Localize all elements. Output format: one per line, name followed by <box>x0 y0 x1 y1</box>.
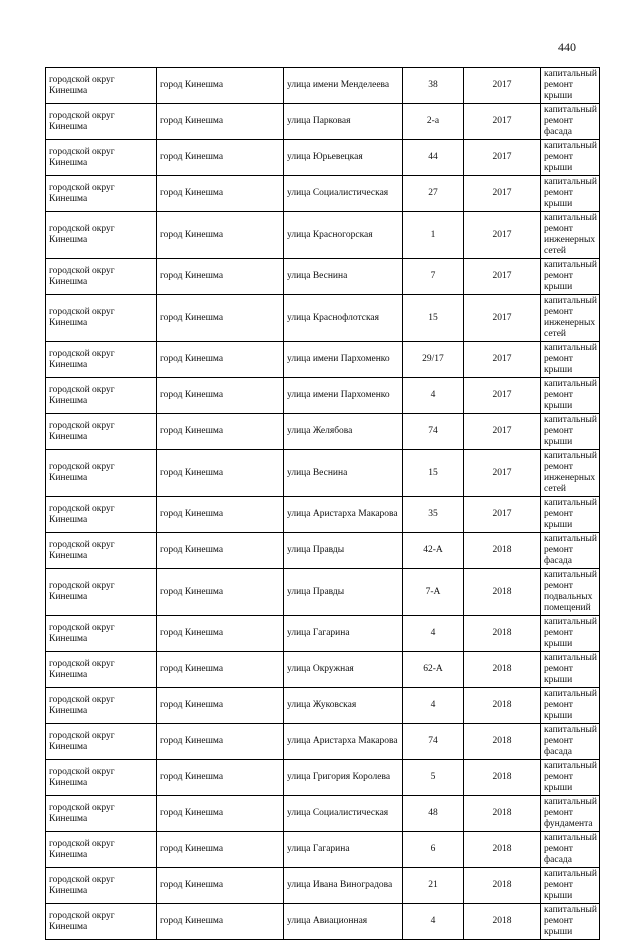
table-row <box>46 569 600 616</box>
street-cell: улица Ивана Виноградова <box>284 868 403 904</box>
city-cell: город Кинешма <box>157 497 284 533</box>
street-cell: улица Веснина <box>284 450 403 497</box>
work-type-cell: капитальный ремонт крыши <box>541 616 600 652</box>
city-cell: город Кинешма <box>157 832 284 868</box>
year-cell: 2018 <box>464 796 541 832</box>
city-cell: город Кинешма <box>157 688 284 724</box>
street-cell: улица имени Пархоменко <box>284 342 403 378</box>
house-number-cell: 7-А <box>403 569 464 616</box>
table-row <box>46 724 600 760</box>
house-number-cell: 15 <box>403 295 464 342</box>
work-type-cell: капитальный ремонт крыши <box>541 904 600 940</box>
year-cell: 2017 <box>464 378 541 414</box>
house-number-cell: 1 <box>403 212 464 259</box>
street-cell: улица Аристарха Макарова <box>284 724 403 760</box>
repair-schedule-table <box>45 67 600 940</box>
table-row <box>46 652 600 688</box>
municipality-cell: городской округ Кинешма <box>46 904 157 940</box>
work-type-cell: капитальный ремонт крыши <box>541 378 600 414</box>
city-cell: город Кинешма <box>157 414 284 450</box>
table-row <box>46 414 600 450</box>
work-type-cell: капитальный ремонт крыши <box>541 760 600 796</box>
house-number-cell: 74 <box>403 724 464 760</box>
year-cell: 2018 <box>464 616 541 652</box>
street-cell: улица Правды <box>284 569 403 616</box>
work-type-cell: капитальный ремонт инженерных сетей <box>541 212 600 259</box>
city-cell: город Кинешма <box>157 259 284 295</box>
house-number-cell: 4 <box>403 616 464 652</box>
year-cell: 2017 <box>464 259 541 295</box>
table-row <box>46 760 600 796</box>
city-cell: город Кинешма <box>157 724 284 760</box>
street-cell: улица Григория Королева <box>284 760 403 796</box>
municipality-cell: городской округ Кинешма <box>46 104 157 140</box>
table-row <box>46 616 600 652</box>
year-cell: 2018 <box>464 904 541 940</box>
year-cell: 2017 <box>464 176 541 212</box>
year-cell: 2018 <box>464 724 541 760</box>
municipality-cell: городской округ Кинешма <box>46 724 157 760</box>
house-number-cell: 42-А <box>403 533 464 569</box>
work-type-cell: капитальный ремонт крыши <box>541 259 600 295</box>
street-cell: улица Гагарина <box>284 832 403 868</box>
municipality-cell: городской округ Кинешма <box>46 616 157 652</box>
year-cell: 2017 <box>464 212 541 259</box>
table-row <box>46 342 600 378</box>
municipality-cell: городской округ Кинешма <box>46 342 157 378</box>
house-number-cell: 21 <box>403 868 464 904</box>
year-cell: 2018 <box>464 652 541 688</box>
table-row <box>46 832 600 868</box>
city-cell: город Кинешма <box>157 450 284 497</box>
work-type-cell: капитальный ремонт инженерных сетей <box>541 295 600 342</box>
table-row <box>46 533 600 569</box>
municipality-cell: городской округ Кинешма <box>46 688 157 724</box>
year-cell: 2017 <box>464 414 541 450</box>
year-cell: 2017 <box>464 342 541 378</box>
work-type-cell: капитальный ремонт крыши <box>541 342 600 378</box>
city-cell: город Кинешма <box>157 904 284 940</box>
house-number-cell: 4 <box>403 688 464 724</box>
year-cell: 2017 <box>464 104 541 140</box>
street-cell: улица Юрьевецкая <box>284 140 403 176</box>
work-type-cell: капитальный ремонт фасада <box>541 724 600 760</box>
city-cell: город Кинешма <box>157 176 284 212</box>
street-cell: улица Гагарина <box>284 616 403 652</box>
table-row <box>46 295 600 342</box>
table-row <box>46 378 600 414</box>
year-cell: 2018 <box>464 868 541 904</box>
municipality-cell: городской округ Кинешма <box>46 414 157 450</box>
city-cell: город Кинешма <box>157 295 284 342</box>
municipality-cell: городской округ Кинешма <box>46 176 157 212</box>
street-cell: улица Авиационная <box>284 904 403 940</box>
year-cell: 2017 <box>464 68 541 104</box>
street-cell: улица имени Менделеева <box>284 68 403 104</box>
table-row <box>46 104 600 140</box>
table-body <box>46 68 600 940</box>
municipality-cell: городской округ Кинешма <box>46 140 157 176</box>
year-cell: 2017 <box>464 295 541 342</box>
year-cell: 2018 <box>464 533 541 569</box>
year-cell: 2018 <box>464 832 541 868</box>
city-cell: город Кинешма <box>157 104 284 140</box>
house-number-cell: 74 <box>403 414 464 450</box>
city-cell: город Кинешма <box>157 652 284 688</box>
street-cell: улица Красногорская <box>284 212 403 259</box>
work-type-cell: капитальный ремонт фасада <box>541 832 600 868</box>
work-type-cell: капитальный ремонт фасада <box>541 533 600 569</box>
house-number-cell: 6 <box>403 832 464 868</box>
street-cell: улица имени Пархоменко <box>284 378 403 414</box>
work-type-cell: капитальный ремонт крыши <box>541 176 600 212</box>
work-type-cell: капитальный ремонт подвальных помещений <box>541 569 600 616</box>
street-cell: улица Аристарха Макарова <box>284 497 403 533</box>
work-type-cell: капитальный ремонт фасада <box>541 104 600 140</box>
municipality-cell: городской округ Кинешма <box>46 569 157 616</box>
house-number-cell: 29/17 <box>403 342 464 378</box>
work-type-cell: капитальный ремонт крыши <box>541 140 600 176</box>
street-cell: улица Социалистическая <box>284 176 403 212</box>
table-row <box>46 497 600 533</box>
municipality-cell: городской округ Кинешма <box>46 868 157 904</box>
street-cell: улица Веснина <box>284 259 403 295</box>
year-cell: 2018 <box>464 688 541 724</box>
municipality-cell: городской округ Кинешма <box>46 212 157 259</box>
work-type-cell: капитальный ремонт крыши <box>541 868 600 904</box>
house-number-cell: 4 <box>403 378 464 414</box>
city-cell: город Кинешма <box>157 569 284 616</box>
city-cell: город Кинешма <box>157 378 284 414</box>
street-cell: улица Жуковская <box>284 688 403 724</box>
municipality-cell: городской округ Кинешма <box>46 497 157 533</box>
table-row <box>46 868 600 904</box>
municipality-cell: городской округ Кинешма <box>46 450 157 497</box>
work-type-cell: капитальный ремонт крыши <box>541 688 600 724</box>
year-cell: 2017 <box>464 450 541 497</box>
house-number-cell: 7 <box>403 259 464 295</box>
city-cell: город Кинешма <box>157 533 284 569</box>
street-cell: улица Окружная <box>284 652 403 688</box>
city-cell: город Кинешма <box>157 796 284 832</box>
table-row <box>46 68 600 104</box>
street-cell: улица Социалистическая <box>284 796 403 832</box>
page-number: 440 <box>558 40 576 54</box>
city-cell: город Кинешма <box>157 616 284 652</box>
table-row <box>46 259 600 295</box>
work-type-cell: капитальный ремонт крыши <box>541 414 600 450</box>
table-row <box>46 140 600 176</box>
city-cell: город Кинешма <box>157 68 284 104</box>
work-type-cell: капитальный ремонт инженерных сетей <box>541 450 600 497</box>
house-number-cell: 15 <box>403 450 464 497</box>
street-cell: улица Краснофлотская <box>284 295 403 342</box>
municipality-cell: городской округ Кинешма <box>46 533 157 569</box>
table-row <box>46 904 600 940</box>
table-row <box>46 212 600 259</box>
table-row <box>46 450 600 497</box>
municipality-cell: городской округ Кинешма <box>46 295 157 342</box>
house-number-cell: 35 <box>403 497 464 533</box>
year-cell: 2018 <box>464 760 541 796</box>
municipality-cell: городской округ Кинешма <box>46 796 157 832</box>
municipality-cell: городской округ Кинешма <box>46 832 157 868</box>
municipality-cell: городской округ Кинешма <box>46 652 157 688</box>
year-cell: 2017 <box>464 140 541 176</box>
municipality-cell: городской округ Кинешма <box>46 68 157 104</box>
house-number-cell: 27 <box>403 176 464 212</box>
house-number-cell: 62-А <box>403 652 464 688</box>
year-cell: 2018 <box>464 569 541 616</box>
work-type-cell: капитальный ремонт крыши <box>541 497 600 533</box>
house-number-cell: 44 <box>403 140 464 176</box>
house-number-cell: 4 <box>403 904 464 940</box>
city-cell: город Кинешма <box>157 212 284 259</box>
year-cell: 2017 <box>464 497 541 533</box>
work-type-cell: капитальный ремонт крыши <box>541 68 600 104</box>
house-number-cell: 48 <box>403 796 464 832</box>
house-number-cell: 2-а <box>403 104 464 140</box>
municipality-cell: городской округ Кинешма <box>46 378 157 414</box>
work-type-cell: капитальный ремонт крыши <box>541 652 600 688</box>
municipality-cell: городской округ Кинешма <box>46 259 157 295</box>
municipality-cell: городской округ Кинешма <box>46 760 157 796</box>
street-cell: улица Правды <box>284 533 403 569</box>
table-row <box>46 796 600 832</box>
table-row <box>46 688 600 724</box>
street-cell: улица Парковая <box>284 104 403 140</box>
city-cell: город Кинешма <box>157 342 284 378</box>
city-cell: город Кинешма <box>157 868 284 904</box>
city-cell: город Кинешма <box>157 140 284 176</box>
table-row <box>46 176 600 212</box>
work-type-cell: капитальный ремонт фундамента <box>541 796 600 832</box>
street-cell: улица Желябова <box>284 414 403 450</box>
house-number-cell: 5 <box>403 760 464 796</box>
house-number-cell: 38 <box>403 68 464 104</box>
city-cell: город Кинешма <box>157 760 284 796</box>
